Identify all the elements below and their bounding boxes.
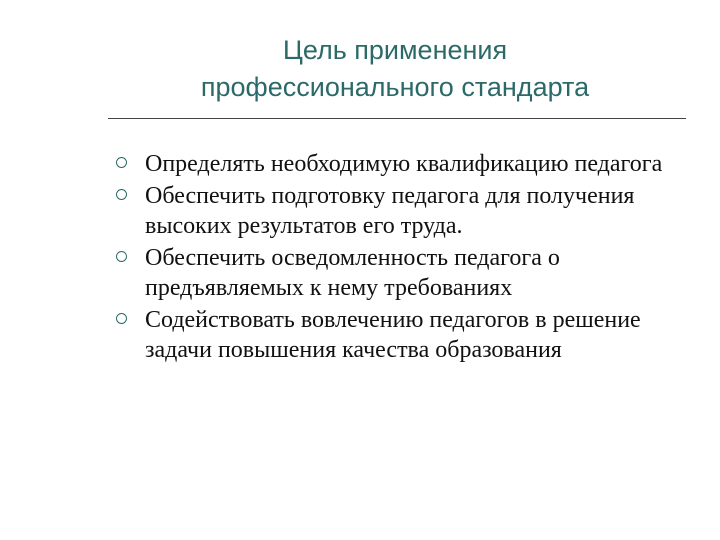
hollow-circle-icon	[116, 157, 127, 168]
hollow-circle-icon	[116, 313, 127, 324]
bullet-item	[116, 305, 696, 365]
slide-title-line-2: профессионального стандарта	[200, 72, 590, 102]
bullet-text: Определять необходимую квалификацию педагога	[145, 151, 663, 177]
bullet-item	[116, 181, 696, 241]
slide-title-line-1: Цель применения	[282, 35, 508, 65]
bullet-text: Содействовать вовлечению педагогов в решение задачи повышения качества образования	[145, 307, 641, 363]
hollow-circle-icon	[116, 189, 127, 200]
bullet-item	[116, 243, 696, 303]
bullet-list	[116, 149, 696, 367]
bullet-text: Обеспечить подготовку педагога для получения высоких результатов его труда.	[145, 183, 635, 239]
bullet-text: Обеспечить осведомленность педагога о предъявляемых к нему требованиях	[145, 245, 560, 301]
bullet-item	[116, 149, 696, 179]
hollow-circle-icon	[116, 251, 127, 262]
slide-title	[100, 32, 690, 106]
title-divider	[108, 118, 686, 119]
